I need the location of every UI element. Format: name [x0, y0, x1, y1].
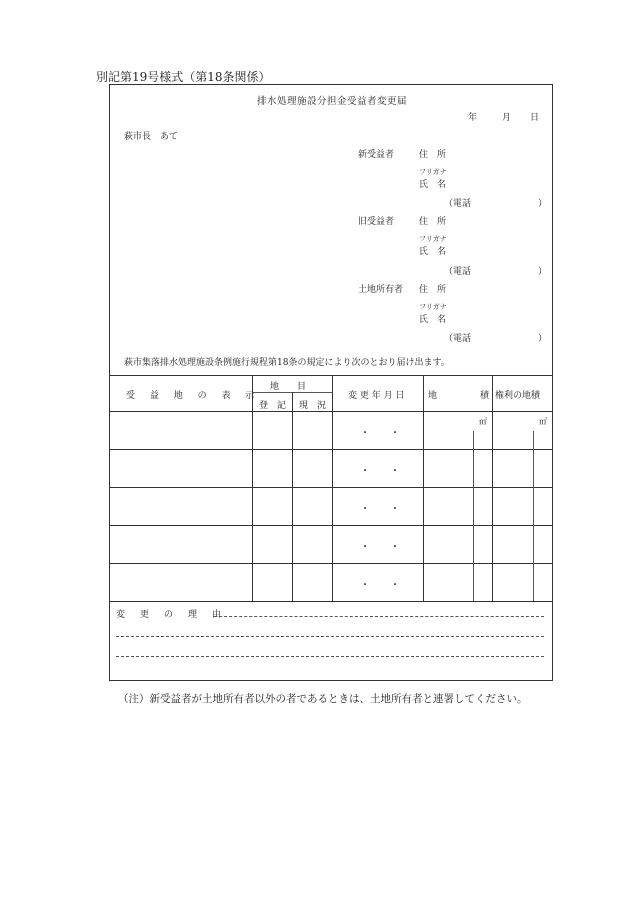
- footnote: （注）新受益者が土地所有者以外の者であるときは、土地所有者と連署してください。: [118, 693, 528, 705]
- row-border: [110, 525, 552, 526]
- party-role: 新受益者: [358, 150, 395, 160]
- address-label: 住 所: [419, 217, 447, 227]
- header-chimoku: 地 目: [270, 382, 307, 392]
- col-line: [492, 375, 493, 601]
- name-label: 氏 名: [419, 247, 447, 257]
- date-year-label: 年: [468, 113, 478, 123]
- date-month-label: 月: [502, 113, 512, 123]
- address-label: 住 所: [419, 285, 447, 295]
- phone-label: （電話: [444, 199, 472, 209]
- col-line: [292, 392, 293, 601]
- change-notification-form: [109, 84, 553, 681]
- change-date-cell[interactable]: ・ ・: [360, 542, 400, 553]
- furigana-label: フリガナ: [419, 235, 447, 243]
- furigana-label: フリガナ: [419, 168, 447, 176]
- header-rights-area: 権利の地積: [495, 391, 541, 401]
- header-land: 受 益 地 の 表 示: [126, 391, 261, 401]
- name-label: 氏 名: [419, 180, 447, 190]
- header-area: 地: [428, 391, 438, 401]
- header-change-date: 変 更 年 月 日: [348, 391, 405, 401]
- row-border: [110, 449, 552, 450]
- table-top-border: [110, 375, 552, 376]
- reason-label: 変 更 の 理 由: [116, 610, 225, 620]
- addressee: 萩市長 あて: [124, 132, 179, 142]
- phone-close: ）: [538, 199, 548, 209]
- rights-subcol-line: [533, 431, 534, 601]
- area-unit: ㎡: [479, 417, 487, 426]
- header-touki: 登 記: [259, 401, 287, 411]
- reason-line[interactable]: [214, 616, 544, 617]
- name-label: 氏 名: [419, 315, 447, 325]
- rights-area-unit: ㎡: [539, 417, 547, 426]
- date-day-label: 日: [530, 113, 540, 123]
- header-bottom-border: [110, 411, 552, 412]
- party-role: 土地所有者: [358, 285, 404, 295]
- change-date-cell[interactable]: ・ ・: [360, 580, 400, 591]
- statement-text: 萩市集落排水処理施設条例施行規程第18条の規定により次のとおり届け出ます。: [124, 358, 450, 368]
- header-area-2: 積: [480, 391, 490, 401]
- col-line: [252, 375, 253, 601]
- party-role: 旧受益者: [358, 217, 395, 227]
- address-label: 住 所: [419, 150, 447, 160]
- change-date-cell[interactable]: ・ ・: [360, 428, 400, 439]
- table-bottom-border: [110, 601, 552, 602]
- area-subcol-line: [473, 431, 474, 601]
- phone-close: ）: [538, 334, 548, 344]
- row-border: [110, 487, 552, 488]
- col-line: [423, 375, 424, 601]
- col-line: [332, 375, 333, 601]
- reason-line[interactable]: [116, 636, 544, 637]
- phone-label: （電話: [444, 334, 472, 344]
- row-border: [110, 563, 552, 564]
- reason-line[interactable]: [116, 656, 544, 657]
- header-genkyo: 現 況: [299, 401, 327, 411]
- form-caption: 別記第19号様式（第18条関係）: [96, 70, 271, 84]
- phone-close: ）: [538, 267, 548, 277]
- change-date-cell[interactable]: ・ ・: [360, 466, 400, 477]
- form-title: 排水処理施設分担金受益者変更届: [256, 96, 407, 107]
- furigana-label: フリガナ: [419, 303, 447, 311]
- phone-label: （電話: [444, 267, 472, 277]
- change-date-cell[interactable]: ・ ・: [360, 504, 400, 515]
